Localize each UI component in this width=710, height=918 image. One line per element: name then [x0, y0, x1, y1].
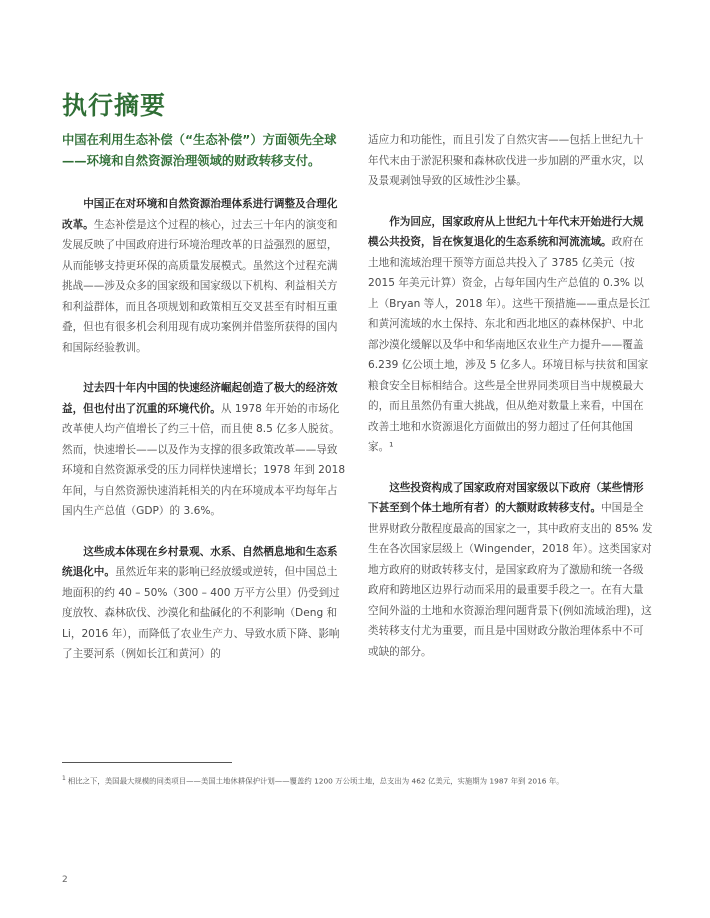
paragraph-transfers-body: 中国是全世界财政分散程度最高的国家之一，其中政府支出的 85% 发生在各次国家层级上（Wingender，2018 年）。这类国家对地方政府的财政转移支付，是国家政府为了激励和统一各级政府和跨地区边界行动而采用的最重要手段之一。在有大量空间外溢的土地和水资源治理问题背景下(例如流域治理)，这类转移支付尤为重要，而且是中国财政分散治理体系中不可或缺的部分。 [368, 502, 653, 658]
paragraph-growth-heading: 过去四十年内中国的快速经济崛起创造了极大的经济效益，但也付出了沉重的环境代价。 [62, 382, 338, 415]
paragraph-reform [62, 194, 348, 358]
paragraph-costs-heading: 这些成本体现在乡村景观、水系、自然栖息地和生态系统退化中。 [62, 545, 338, 578]
paragraph-investment [368, 212, 654, 458]
footnote-mark: 1 [62, 775, 66, 782]
left-column [62, 130, 348, 685]
paragraph-costs-continued [368, 130, 654, 192]
paragraph-reform-body: 生态补偿是这个过程的核心，过去三十年内的演变和发展反映了中国政府进行环境治理改革的日益强烈的愿望，从而能够支持更环保的高质量发展模式。虽然这个过程充满挑战——涉及众多的国家级和国家级以下机构、利益相关方和利益群体，而且各项规划和政策相互交叉甚至有时相互重叠，但也有很多机会利用现有成功案例并借鉴所获得的国内和国际经验教训。 [62, 218, 338, 354]
paragraph-costs-continued-body: 适应力和功能性，而且引发了自然灾害——包括上世纪九十年代末由于淤泥积聚和森林砍伐进一步加剧的严重水灾，以及景观剥蚀导致的区域性沙尘暴。 [368, 134, 644, 187]
paragraph-reform-heading: 中国正在对环境和自然资源治理体系进行调整及合理化改革。 [62, 198, 338, 231]
footnote-divider [62, 762, 232, 763]
paragraph-growth [62, 378, 348, 522]
page-number: 2 [62, 875, 68, 885]
paragraph-investment-heading: 作为回应，国家政府从上世纪九十年代末开始进行大规模公共投资，旨在恢复退化的生态系统和河流流域。 [368, 215, 644, 248]
paragraph-growth-body: 从 1978 年开始的市场化改革使人均产值增长了约三十倍，而且使 8.5 亿多人脱贫。然而，快速增长——以及作为支撑的很多政策改革——导致环境和自然资源承受的压力同样快速增长；1978 年到 2018 年间，与自然资源快速消耗相关的内在环境成本平均每年占国内生产总值（GDP）的 3.6%。 [62, 402, 346, 517]
page-title: 执行摘要 [62, 91, 167, 120]
paragraph-costs [62, 542, 348, 665]
paragraph-investment-body: 政府在土地和流域治理干预等方面总共投入了 3785 亿美元（按 2015 年美元计算）资金，占每年国内生产总值的 0.3% 以上（Bryan 等人，2018 年）。这些干预措施——重点是长江和黄河流域的水土保持、东北和西北地区的森林保护、中北部沙漠化缓解以及华中和华南地区农业生产力提升——覆盖 6.239 亿公顷土地，涉及 5 亿多人。环境目标与扶贫和国家粮食安全目标相结合。这些是全世界同类项目当中规模最大的，而且虽然仍有重大挑战，但从绝对数量上来看，中国在改善土地和水资源退化方面做出的努力超过了任何其他国家。¹ [368, 236, 650, 453]
paragraph-transfers-heading: 这些投资构成了国家政府对国家级以下政府（某些情形下甚至到个体土地所有者）的大额财政转移支付。 [368, 481, 644, 514]
lead-statement: 中国在利用生态补偿（“生态补偿”）方面领先全球——环境和自然资源治理领域的财政转移支付。 [62, 133, 337, 168]
paragraph-costs-body: 虽然近年来的影响已经放缓或逆转，但中国总土地面积的约 40 – 50%（300 – 400 万平方公里）仍受到过度放牧、森林砍伐、沙漠化和盐碱化的不利影响（Deng 和 Li，2016 年），而降低了农业生产力、导致水质下降、影响了主要河系（例如长江和黄河）的 [62, 566, 340, 660]
footnote [62, 773, 662, 786]
footnote-text: 相比之下，美国最大规模的同类项目——美国土地休耕保护计划——覆盖约 1200 万公顷土地，总支出为 462 亿美元，实施期为 1987 年到 2016 年。 [67, 776, 564, 786]
paragraph-transfers [368, 478, 654, 663]
right-column [368, 130, 654, 682]
